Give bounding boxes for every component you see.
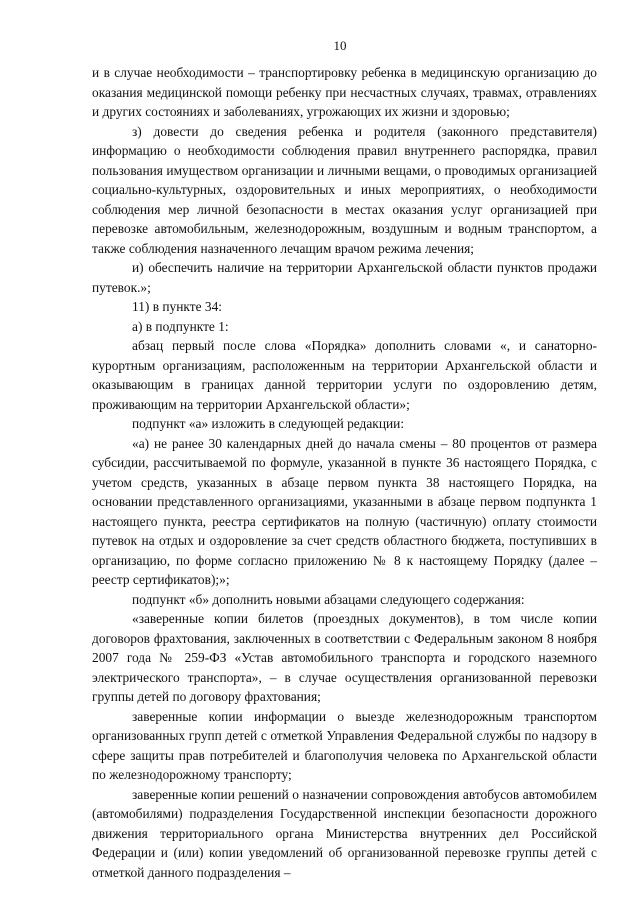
paragraph-first-abzac: абзац первый после слова «Порядка» дополнить словами «, и санаторно-курортным организациям, расположенным на территории Архангельской области и оказывающим в границах данной территории услуги по оздоровлению детям, проживающим на территории Архангельской области»; (92, 338, 597, 412)
paragraph-new-subpoint-a: «а) не ранее 30 календарных дней до начала смены – 80 процентов от размера субсидии, рассчитываемой по формуле, указанной в пункте 36 настоящего Порядка, с учетом средств, указанных в абзаце первом пункта 38 настоящего Порядка, на основании представленного организациями, указанными в абзаце первом подпункта 1 настоящего пункта, реестра сертификатов на полную (частичную) оплату стоимости путевок на отдых и оздоровление за счет средств областного бюджета, поступивших в организацию, по форме согласно приложению № 8 к настоящему Порядку (далее – реестр сертификатов);»; (92, 435, 597, 587)
document-body (92, 63, 597, 882)
paragraph-ticket-copies: «заверенные копии билетов (проездных документов), в том числе копии договоров фрахтования, заключенных в соответствии с Федеральным законом 8 ноября 2007 года № 259-ФЗ «Устав автомобильного транспорта и городского наземного электрического транспорта», – в случае осуществления организованной перевозки группы детей по договору фрахтования; (92, 611, 597, 704)
paragraph-subpoint-a-edit: подпункт «а» изложить в следующей редакции: (132, 416, 405, 431)
paragraph-item-z: з) довести до сведения ребенка и родителя (законного представителя) информацию о необходимости соблюдения правил внутреннего распорядка, правил пользования имуществом организации и личными вещами, о проводимых организацией социально-культурных, оздоровительных и иных мероприятиях, о необходимости соблюдения мер личной безопасности в местах оказания услуг организацией при перевозке автомобильным, железнодорожным, воздушным и водным транспортом, а также соблюдения назначенного лечащим врачом режима лечения; (92, 123, 597, 256)
paragraph-point-11: 11) в пункте 34: (132, 299, 222, 314)
paragraph-escort-decisions: заверенные копии решений о назначении сопровождения автобусов автомобилем (автомобилями) подразделения Государственной инспекции безопасности дорожного движения территориального органа Министерства внутренних дел Российской Федерации и (или) копии уведомлений об организованной перевозке группы детей с отметкой данного подразделения – (92, 786, 597, 880)
paragraph-rail-info-copies: заверенные копии информации о выезде железнодорожным транспортом организованных групп детей с отметкой Управления Федеральной службы по надзору в сфере защиты прав потребителей и благополучия человека по Архангельской области по железнодорожному транспорту; (92, 708, 597, 782)
page-number: 10 (333, 38, 347, 53)
paragraph-item-i: и) обеспечить наличие на территории Архангельской области пунктов продажи путевок.»; (92, 260, 597, 295)
paragraph-subpoint-b-add: подпункт «б» дополнить новыми абзацами следующего содержания: (132, 591, 525, 607)
paragraph-continuation: и в случае необходимости – транспортировку ребенка в медицинскую организацию до оказания медицинской помощи ребенку при несчастных случаях, травмах, отравлениях и других состояниях и заболеваниях, угрожающих их жизни и здоровью; (92, 65, 597, 119)
paragraph-subpoint-a: а) в подпункте 1: (132, 318, 229, 334)
